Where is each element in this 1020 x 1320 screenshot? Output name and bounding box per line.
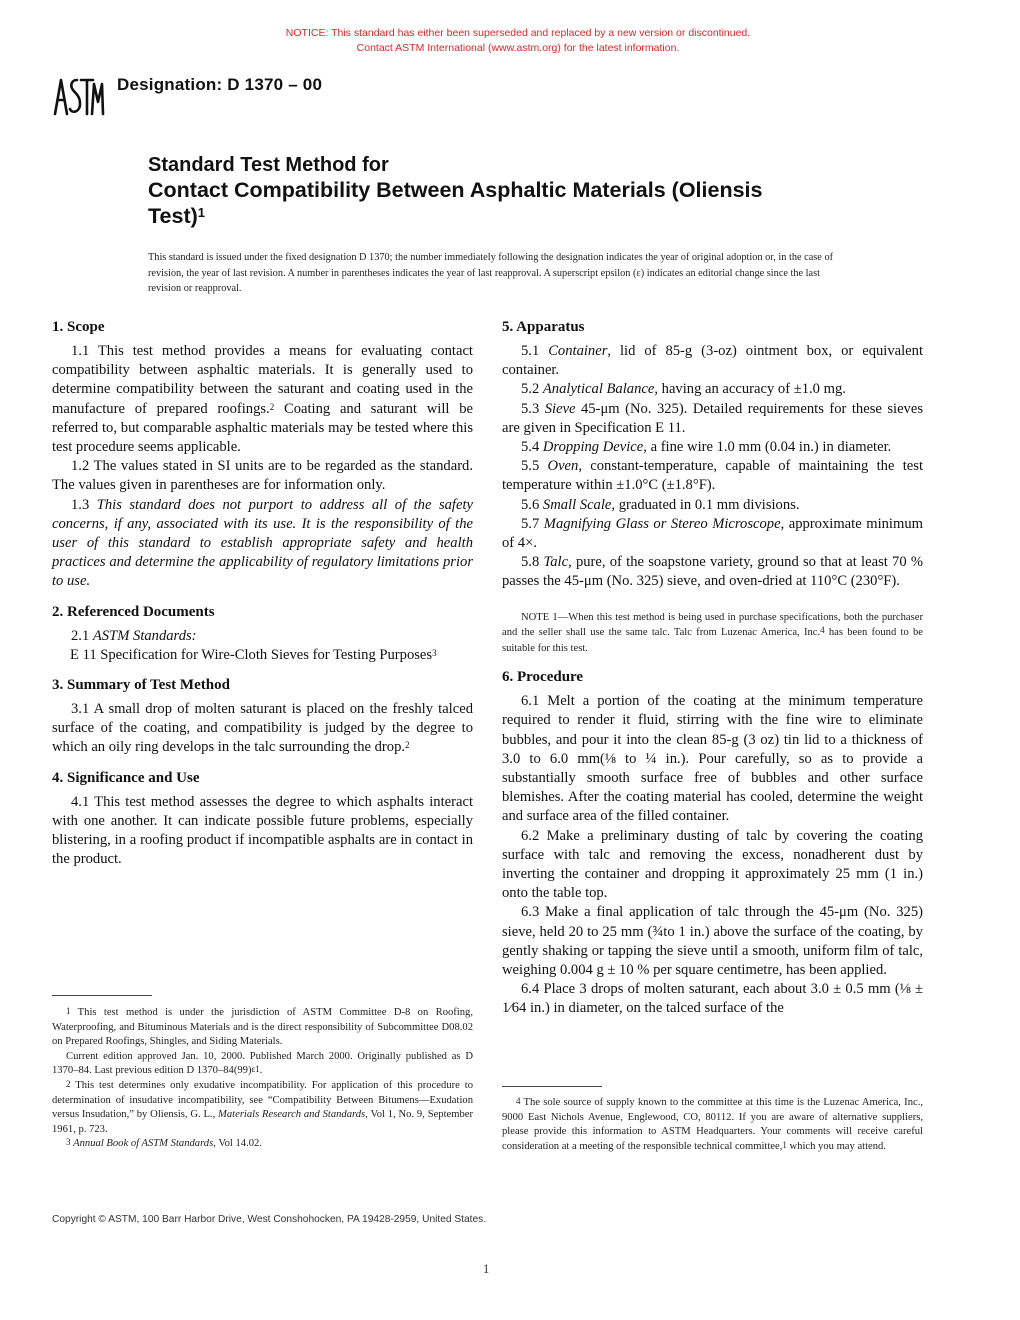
- paragraph-6-3: 6.3 Make a final application of talc through the 45-μm (No. 325) sieve, held 20 to 25 mm (¾to 1 in.) above the surface of the coating, by gently shaking or tapping the sieve until a smooth, uniform film of talc, weighing 0.004 g ± 10 % per square centimetre, has been applied.: [502, 904, 923, 978]
- footnote-ref: 4: [820, 625, 825, 636]
- apparatus-item: [502, 496, 923, 515]
- apparatus-text: , constant-temperature, capable of maintaining the test temperature within ±1.0°C (±1.8°F).: [502, 458, 924, 494]
- footnote-4-tail: which you may attend.: [786, 1140, 886, 1152]
- section-heading-apparatus: 5. Apparatus: [502, 319, 585, 335]
- apparatus-item: [502, 400, 923, 438]
- notice-banner: [0, 26, 1020, 56]
- section-apparatus: [502, 318, 923, 592]
- footnote-2: [52, 1079, 473, 1137]
- apparatus-num: 5.4: [521, 439, 543, 456]
- footnote-2-mark: 2: [66, 1078, 71, 1089]
- designation: Designation: D 1370 – 00: [117, 75, 323, 94]
- apparatus-num: 5.8: [521, 554, 544, 571]
- paragraph-1-1-tail: Coating and saturant will be referred to, but comparable asphaltic materials may be tested where this test procedure seems applicable.: [52, 400, 473, 456]
- right-column: [502, 318, 923, 1030]
- footnote-1b: Current edition approved Jan. 10, 2000. Published March 2000. Originally published as D 1370–84. Last previous edition D 1370–84(99)$^{\varepsilon 1}$.: [52, 1050, 473, 1077]
- paragraph-3-1-text: 3.1 A small drop of molten saturant is placed on the freshly talced surface of the coating, and compatibility is judged by the degree to which an oily ring develops in the talc surrounding the drop.: [52, 701, 473, 756]
- paragraph-1-3-num: 1.3: [71, 496, 97, 513]
- footnote-1b-text: Current edition approved Jan. 10, 2000. Published March 2000. Originally published as D 1370–84. Last previous edition D 1370–84(99): [52, 1050, 473, 1077]
- footnote-1b-mark: ε1: [251, 1064, 260, 1075]
- apparatus-item: [502, 457, 923, 495]
- footnote-3: [52, 1137, 473, 1152]
- title-line-3-text: Test): [148, 204, 198, 228]
- paragraph-3-1: [52, 700, 473, 758]
- footnote-ref: 2: [269, 401, 275, 412]
- footnote-2-journal: Materials Research and Standards: [218, 1109, 366, 1121]
- paragraph-6-1: 6.1 Melt a portion of the coating at the minimum temperature required to render it fluid, stirring with the fine wire to eliminate bubbles, and pour it into the clean 85-g (3 oz) tin lid to a thickness of 3.0 to 6.0 mm(⅛ to ¼ in.). Pour carefully, so as to provide a substantially smooth surface free of bubbles and other surface blemishes. After the coating material has cooled, determine the weight and surface area of the filled container.: [502, 693, 923, 825]
- copyright: Copyright © ASTM, 100 Barr Harbor Drive, West Conshohocken, PA 19428-2959, United States.: [52, 1214, 487, 1225]
- apparatus-term: Container: [548, 343, 608, 359]
- section-summary: [52, 676, 473, 758]
- paragraph-1-1: [52, 342, 473, 457]
- note-1-head: NOTE 1—: [521, 611, 569, 623]
- issue-note: This standard is issued under the fixed designation D 1370; the number immediately following the designation indicates the year of original adoption or, in the case of revision, the year of last revision. A number in parentheses indicates the year of last reapproval. A superscript epsilon (ε) indicates an editorial change since the last revision or reapproval.: [148, 252, 834, 294]
- apparatus-text: , pure, of the soapstone variety, ground so that at least 70 % passes the 45-μm (No. 325) sieve, and oven-dried at 110°C (230°F).: [502, 554, 923, 590]
- notice-line-2: Contact ASTM International (www.astm.org) for the latest information.: [356, 42, 680, 54]
- footnotes-right: [502, 1096, 923, 1154]
- note-1-text: When this test method is being used in purchase specifications, both the purchaser and the seller shall use the same talc. Talc from Luzenac America, Inc.: [502, 611, 923, 639]
- paragraph-2-1-text: ASTM Standards:: [92, 627, 197, 644]
- notice-line-1: NOTICE: This standard has either been superseded and replaced by a new version or discontinued.: [285, 27, 751, 39]
- paragraph-1-1-text: 1.1 This test method provides a means for evaluating contact compatibility between asphaltic materials. It is generally used to determine compatibility between the saturant and coating used in the manufacture of prepared roofings.: [52, 343, 473, 417]
- apparatus-text: , graduated in 0.1 mm divisions.: [611, 496, 800, 513]
- apparatus-text: 45-μm (No. 325). Detailed requirements for these sieves are given in Specification E 11.: [502, 400, 924, 436]
- paragraph-2-1-num: 2.1: [71, 627, 93, 644]
- section-heading-scope: 1. Scope: [52, 319, 105, 335]
- paragraph-2-1: [52, 627, 473, 646]
- apparatus-text: , lid of 85-g (3-oz) ointment box, or equivalent container.: [502, 343, 923, 379]
- section-scope: [52, 318, 473, 592]
- logo-text: ASTM: [78, 117, 81, 118]
- apparatus-num: 5.3: [521, 400, 545, 417]
- paragraph-1-2: 1.2 The values stated in SI units are to be regarded as the standard. The values given in parentheses are for information only.: [52, 458, 473, 494]
- apparatus-item: [502, 380, 923, 399]
- footnotes-left: [52, 1006, 473, 1152]
- paragraph-1-3: [52, 496, 473, 592]
- title-line-2: Contact Compatibility Between Asphaltic Materials (Oliensis: [148, 178, 763, 202]
- paragraph-4-1: 4.1 This test method assesses the degree to which asphalts interact with one another. It can indicate possible future problems, especially blistering, in a roofing product if incompatible asphalts are in contact in the product.: [52, 793, 473, 868]
- footnote-2-text: This test determines only exudative incompatibility. For application of this procedure to determination of insudative incompatibility, see “Compatibility Between Bitumens—Exudation versus Insudation,” by Oliensis, G. L.,: [52, 1079, 473, 1121]
- section-heading-significance: 4. Significance and Use: [52, 769, 200, 786]
- apparatus-num: 5.5: [521, 458, 548, 475]
- apparatus-item: [502, 342, 923, 380]
- footnote-4: [502, 1096, 923, 1154]
- note-1-tail: has been found to be suitable for this test.: [502, 627, 923, 654]
- footnote-1-text: This test method is under the jurisdiction of ASTM Committee D-8 on Roofing, Waterproofing, and Bituminous Materials and is the direct responsibility of Subcommittee D08.02 on Prepared Roofings, Shingles, and Siding Materials.: [52, 1007, 473, 1048]
- footnote-2-tail: , Vol 1, No. 9, September 1961, p. 723.: [52, 1109, 473, 1135]
- apparatus-num: 5.7: [521, 515, 544, 532]
- footnote-rule-right: [502, 1086, 602, 1087]
- title-footnote-mark: 1: [197, 205, 206, 220]
- apparatus-text: , a fine wire 1.0 mm (0.04 in.) in diameter.: [643, 439, 892, 456]
- footnote-1-mark: 1: [66, 1006, 71, 1016]
- note-1: [502, 610, 923, 657]
- title-line-1: Standard Test Method for: [148, 154, 389, 176]
- section-referenced-documents: [52, 603, 473, 665]
- footnote-4-ref: 1: [782, 1139, 787, 1150]
- footnote-3-book: Annual Book of ASTM Standards: [73, 1138, 214, 1150]
- section-heading-procedure: 6. Procedure: [502, 669, 584, 686]
- apparatus-item: [502, 515, 923, 553]
- section-procedure: [502, 668, 923, 1018]
- apparatus-term: Talc: [543, 554, 569, 571]
- document-title: [148, 153, 908, 229]
- footnote-3-mark: 3: [66, 1137, 71, 1148]
- apparatus-text: , having an accuracy of ±1.0 mg.: [654, 381, 846, 398]
- left-column: [52, 318, 473, 880]
- section-heading-summary: 3. Summary of Test Method: [52, 677, 230, 694]
- paragraph-6-2: 6.2 Make a preliminary dusting of talc by covering the coating surface with talc and removing the excess, nonadherent dust by inverting the container and dropping it approximately 25 mm (1 in.) onto the table top.: [502, 827, 923, 902]
- apparatus-term: Sieve: [544, 400, 576, 417]
- apparatus-text: , approximate minimum of 4×.: [502, 515, 923, 552]
- footnote-1: [52, 1006, 473, 1050]
- apparatus-num: 5.2: [521, 381, 543, 398]
- apparatus-num: 5.6: [521, 496, 543, 513]
- astm-logo-icon: [51, 72, 105, 118]
- apparatus-term: Dropping Device: [542, 439, 644, 456]
- footnote-4-mark: 4: [516, 1096, 521, 1106]
- paragraph-1-3-text: This standard does not purport to address all of the safety concerns, if any, associated with its use. It is the responsibility of the user of this standard to establish appropriate safety and health practices and determine the applicability of regulatory limitations prior to use.: [52, 496, 473, 590]
- footnote-4-text: The sole source of supply known to the committee at this time is the Luzenac America, Inc., 9000 East Nichols Avenue, Englewood, CO, 80112. If you are aware of alternative suppliers, please provide this information to ASTM Headquarters. Your comments will receive careful consideration at a meeting of the responsible technical committee,: [502, 1097, 923, 1152]
- apparatus-term: Magnifying Glass or Stereo Microscope: [543, 515, 781, 532]
- section-heading-referenced: 2. Referenced Documents: [52, 603, 215, 620]
- apparatus-item: [502, 438, 923, 457]
- apparatus-term: Oven: [547, 458, 579, 475]
- apparatus-term: Analytical Balance: [542, 381, 655, 398]
- apparatus-num: 5.1: [521, 343, 549, 359]
- footnote-ref: 3: [432, 647, 437, 658]
- footnote-ref: 2: [405, 740, 410, 751]
- title-line-3: [148, 203, 908, 229]
- page-number: 1: [483, 1262, 490, 1276]
- reference-e11: [52, 646, 473, 665]
- section-significance: [52, 769, 473, 870]
- apparatus-item: [502, 553, 923, 591]
- paragraph-6-4: 6.4 Place 3 drops of molten saturant, each about 3.0 ± 0.5 mm (⅛ ± 1⁄64 in.) in diameter, on the talced surface of the: [502, 981, 923, 1017]
- apparatus-term: Small Scale: [542, 496, 612, 513]
- reference-e11-text: E 11 Specification for Wire-Cloth Sieves for Testing Purposes: [70, 646, 433, 663]
- footnote-3-tail: , Vol 14.02.: [213, 1138, 262, 1150]
- footnote-rule-left: [52, 995, 152, 996]
